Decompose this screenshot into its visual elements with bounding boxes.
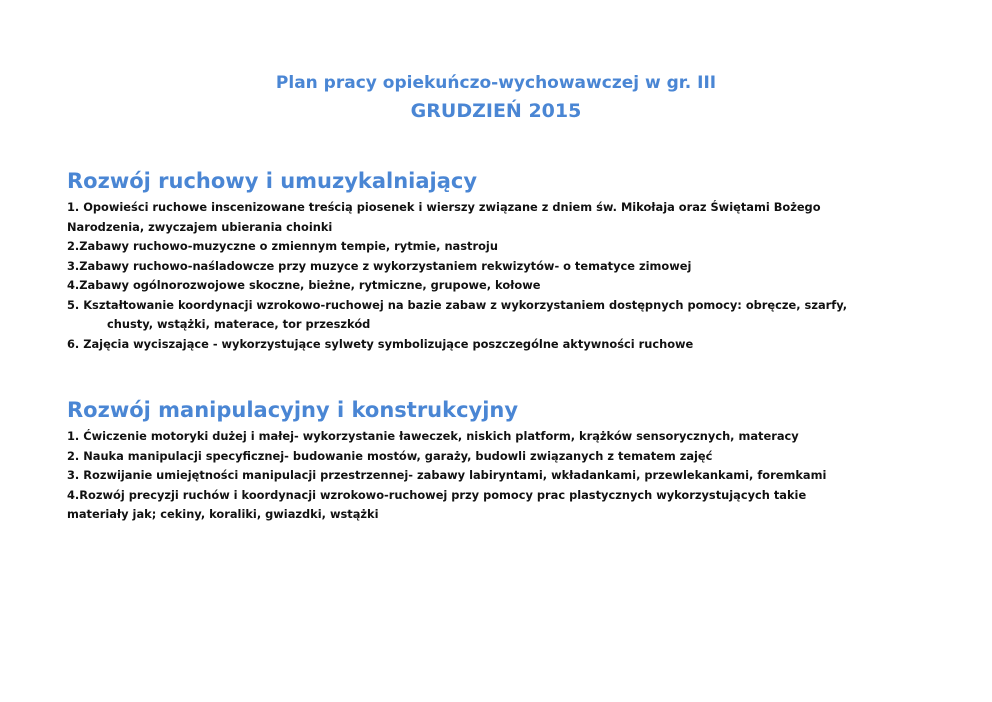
document-title: Plan pracy opiekuńczo-wychowawczej w gr. III bbox=[275, 73, 717, 93]
list-item bbox=[67, 447, 927, 467]
list-item-text: 2.Zabawy ruchowo-muzyczne o zmiennym tempie, rytmie, nastroju bbox=[67, 239, 498, 253]
list-item bbox=[67, 296, 927, 335]
list-item-text: 4.Rozwój precyzji ruchów i koordynacji wzrokowo-ruchowej przy pomocy prac plastycznych wykorzystujących takie bbox=[67, 487, 807, 502]
list-item-text: 5. Kształtowanie koordynacji wzrokowo-ruchowej na bazie zabaw z wykorzystaniem dostępnych pomocy: obręcze, szarfy, bbox=[67, 297, 848, 312]
list-item bbox=[67, 335, 927, 355]
list-item bbox=[67, 237, 927, 257]
list-item-continuation: Narodzenia, zwyczajem ubierania choinki bbox=[67, 219, 333, 234]
list-item-text: 1. Ćwiczenie motoryki dużej i małej- wykorzystanie ławeczek, niskich platform, krążków sensorycznych, materacy bbox=[67, 429, 799, 443]
activity-list bbox=[67, 427, 927, 525]
section-manipulation-construction bbox=[67, 395, 927, 525]
list-item bbox=[67, 466, 927, 486]
list-item-text: 3. Rozwijanie umiejętności manipulacji przestrzennej- zabawy labiryntami, wkładankami, przewlekankami, foremkami bbox=[67, 468, 827, 482]
list-item-text: 6. Zajęcia wyciszające - wykorzystujące sylwety symbolizujące poszczególne aktywności ruchowe bbox=[67, 336, 694, 351]
document-month: GRUDZIEŃ 2015 bbox=[410, 100, 582, 122]
list-item-text: 4.Zabawy ogólnorozwojowe skoczne, bieżne, rytmiczne, grupowe, kołowe bbox=[67, 278, 541, 292]
list-item-text: 3.Zabawy ruchowo-naśladowcze przy muzyce z wykorzystaniem rekwizytów- o tematyce zimowej bbox=[67, 258, 692, 273]
list-item bbox=[67, 276, 927, 296]
list-item bbox=[67, 427, 927, 447]
list-item-text: 2. Nauka manipulacji specyficznej- budowanie mostów, garaży, budowli związanych z tematem zajęć bbox=[67, 448, 713, 463]
document-title-block bbox=[0, 70, 992, 126]
activity-list bbox=[67, 198, 927, 354]
list-item bbox=[67, 198, 927, 237]
section-heading: Rozwój manipulacyjny i konstrukcyjny bbox=[67, 398, 519, 422]
list-item-continuation: chusty, wstążki, materace, tor przeszkód bbox=[107, 317, 371, 331]
list-item-text: 1. Opowieści ruchowe inscenizowane treścią piosenek i wierszy związane z dniem św. Mikołaja oraz Świętami Bożego bbox=[67, 200, 821, 214]
section-heading: Rozwój ruchowy i umuzykalniający bbox=[67, 169, 478, 193]
list-item bbox=[67, 257, 927, 277]
list-item-continuation: materiały jak; cekiny, koraliki, gwiazdki, wstążki bbox=[67, 507, 379, 521]
section-movement-music bbox=[67, 166, 927, 354]
list-item bbox=[67, 486, 927, 525]
